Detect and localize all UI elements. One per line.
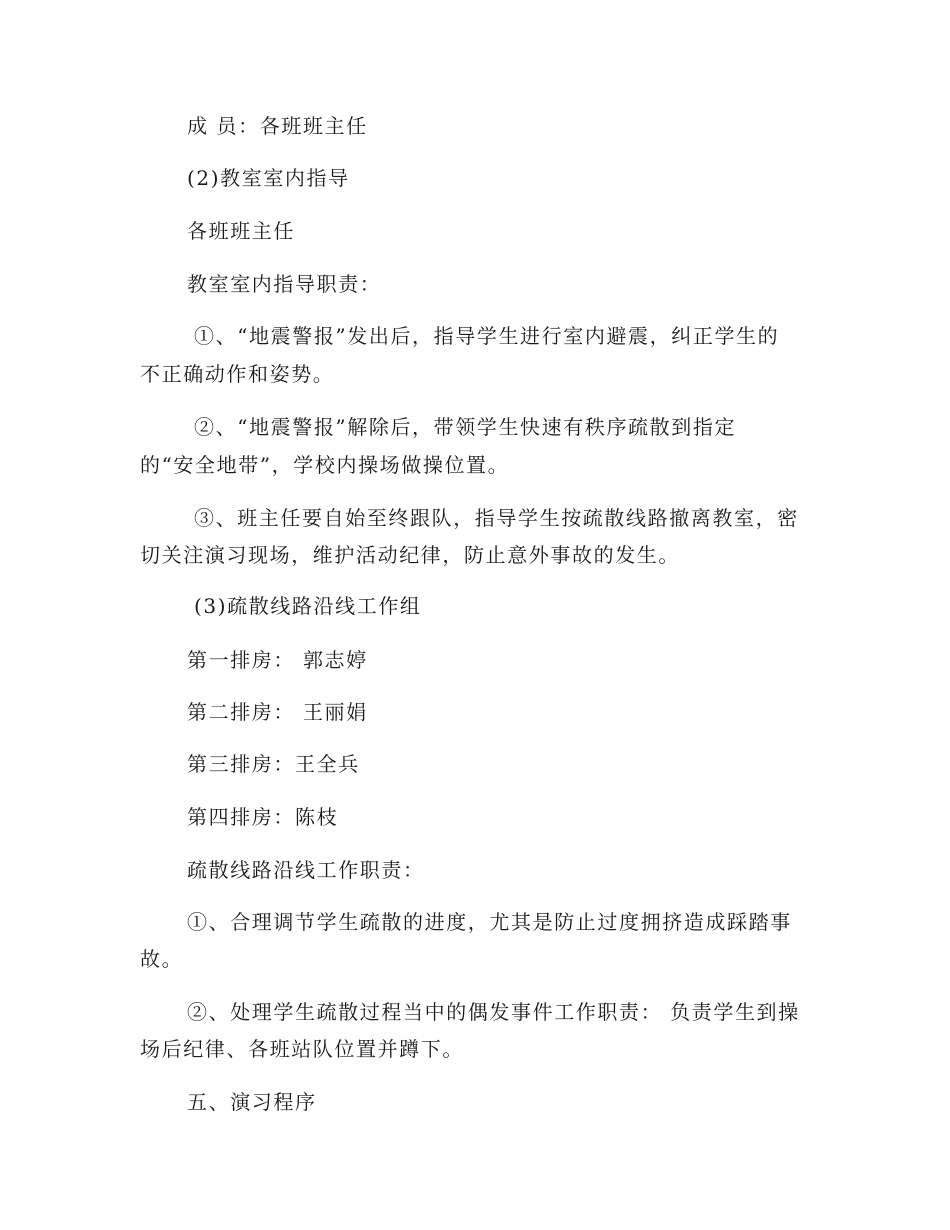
duty-3-line-2: 切关注演习现场，维护活动纪律，防止意外事故的发生。 [140, 543, 680, 567]
evac-duty-2-line-2: 场后纪律、各班站队位置并蹲下。 [140, 1037, 464, 1061]
duty-3-line-1: ③、班主任要自始至终跟队，指导学生按疏散线路撤离教室，密 [194, 506, 799, 530]
evac-duty-2-line-1: ②、处理学生疏散过程当中的偶发事件工作职责： 负责学生到操 [187, 1000, 800, 1024]
duty-1-line-1: ①、“地震警报”发出后，指导学生进行室内避震，纠正学生的 [194, 324, 780, 348]
indoor-guidance-duties-heading: 教室室内指导职责： [187, 272, 382, 296]
duty-2-line-1: ②、“地震警报”解除后，带领学生快速有秩序疏散到指定 [194, 415, 737, 439]
duty-1-line-2: 不正确动作和姿势。 [140, 362, 335, 386]
section-heading-drill-procedure: 五、演习程序 [187, 1090, 317, 1114]
members-line: 成 员：各班班主任 [187, 114, 368, 138]
row-3-assignment: 第三排房：王全兵 [187, 752, 360, 776]
evac-duty-1-line-1: ①、合理调节学生疏散的进度，尤其是防止过度拥挤造成踩踏事 [187, 910, 792, 934]
row-4-assignment: 第四排房：陈枝 [187, 805, 339, 829]
evacuation-duties-heading: 疏散线路沿线工作职责： [187, 858, 425, 882]
indoor-guidance-members: 各班班主任 [187, 219, 295, 243]
duty-2-line-2: 的“安全地带”，学校内操场做操位置。 [140, 453, 510, 477]
section-heading-indoor-guidance: (2)教室室内指导 [187, 166, 350, 190]
evac-duty-1-line-2: 故。 [140, 947, 184, 971]
row-1-assignment: 第一排房： 郭志婷 [187, 648, 368, 672]
section-heading-evacuation-route: (3)疏散线路沿线工作组 [194, 594, 422, 618]
row-2-assignment: 第二排房： 王丽娟 [187, 700, 368, 724]
